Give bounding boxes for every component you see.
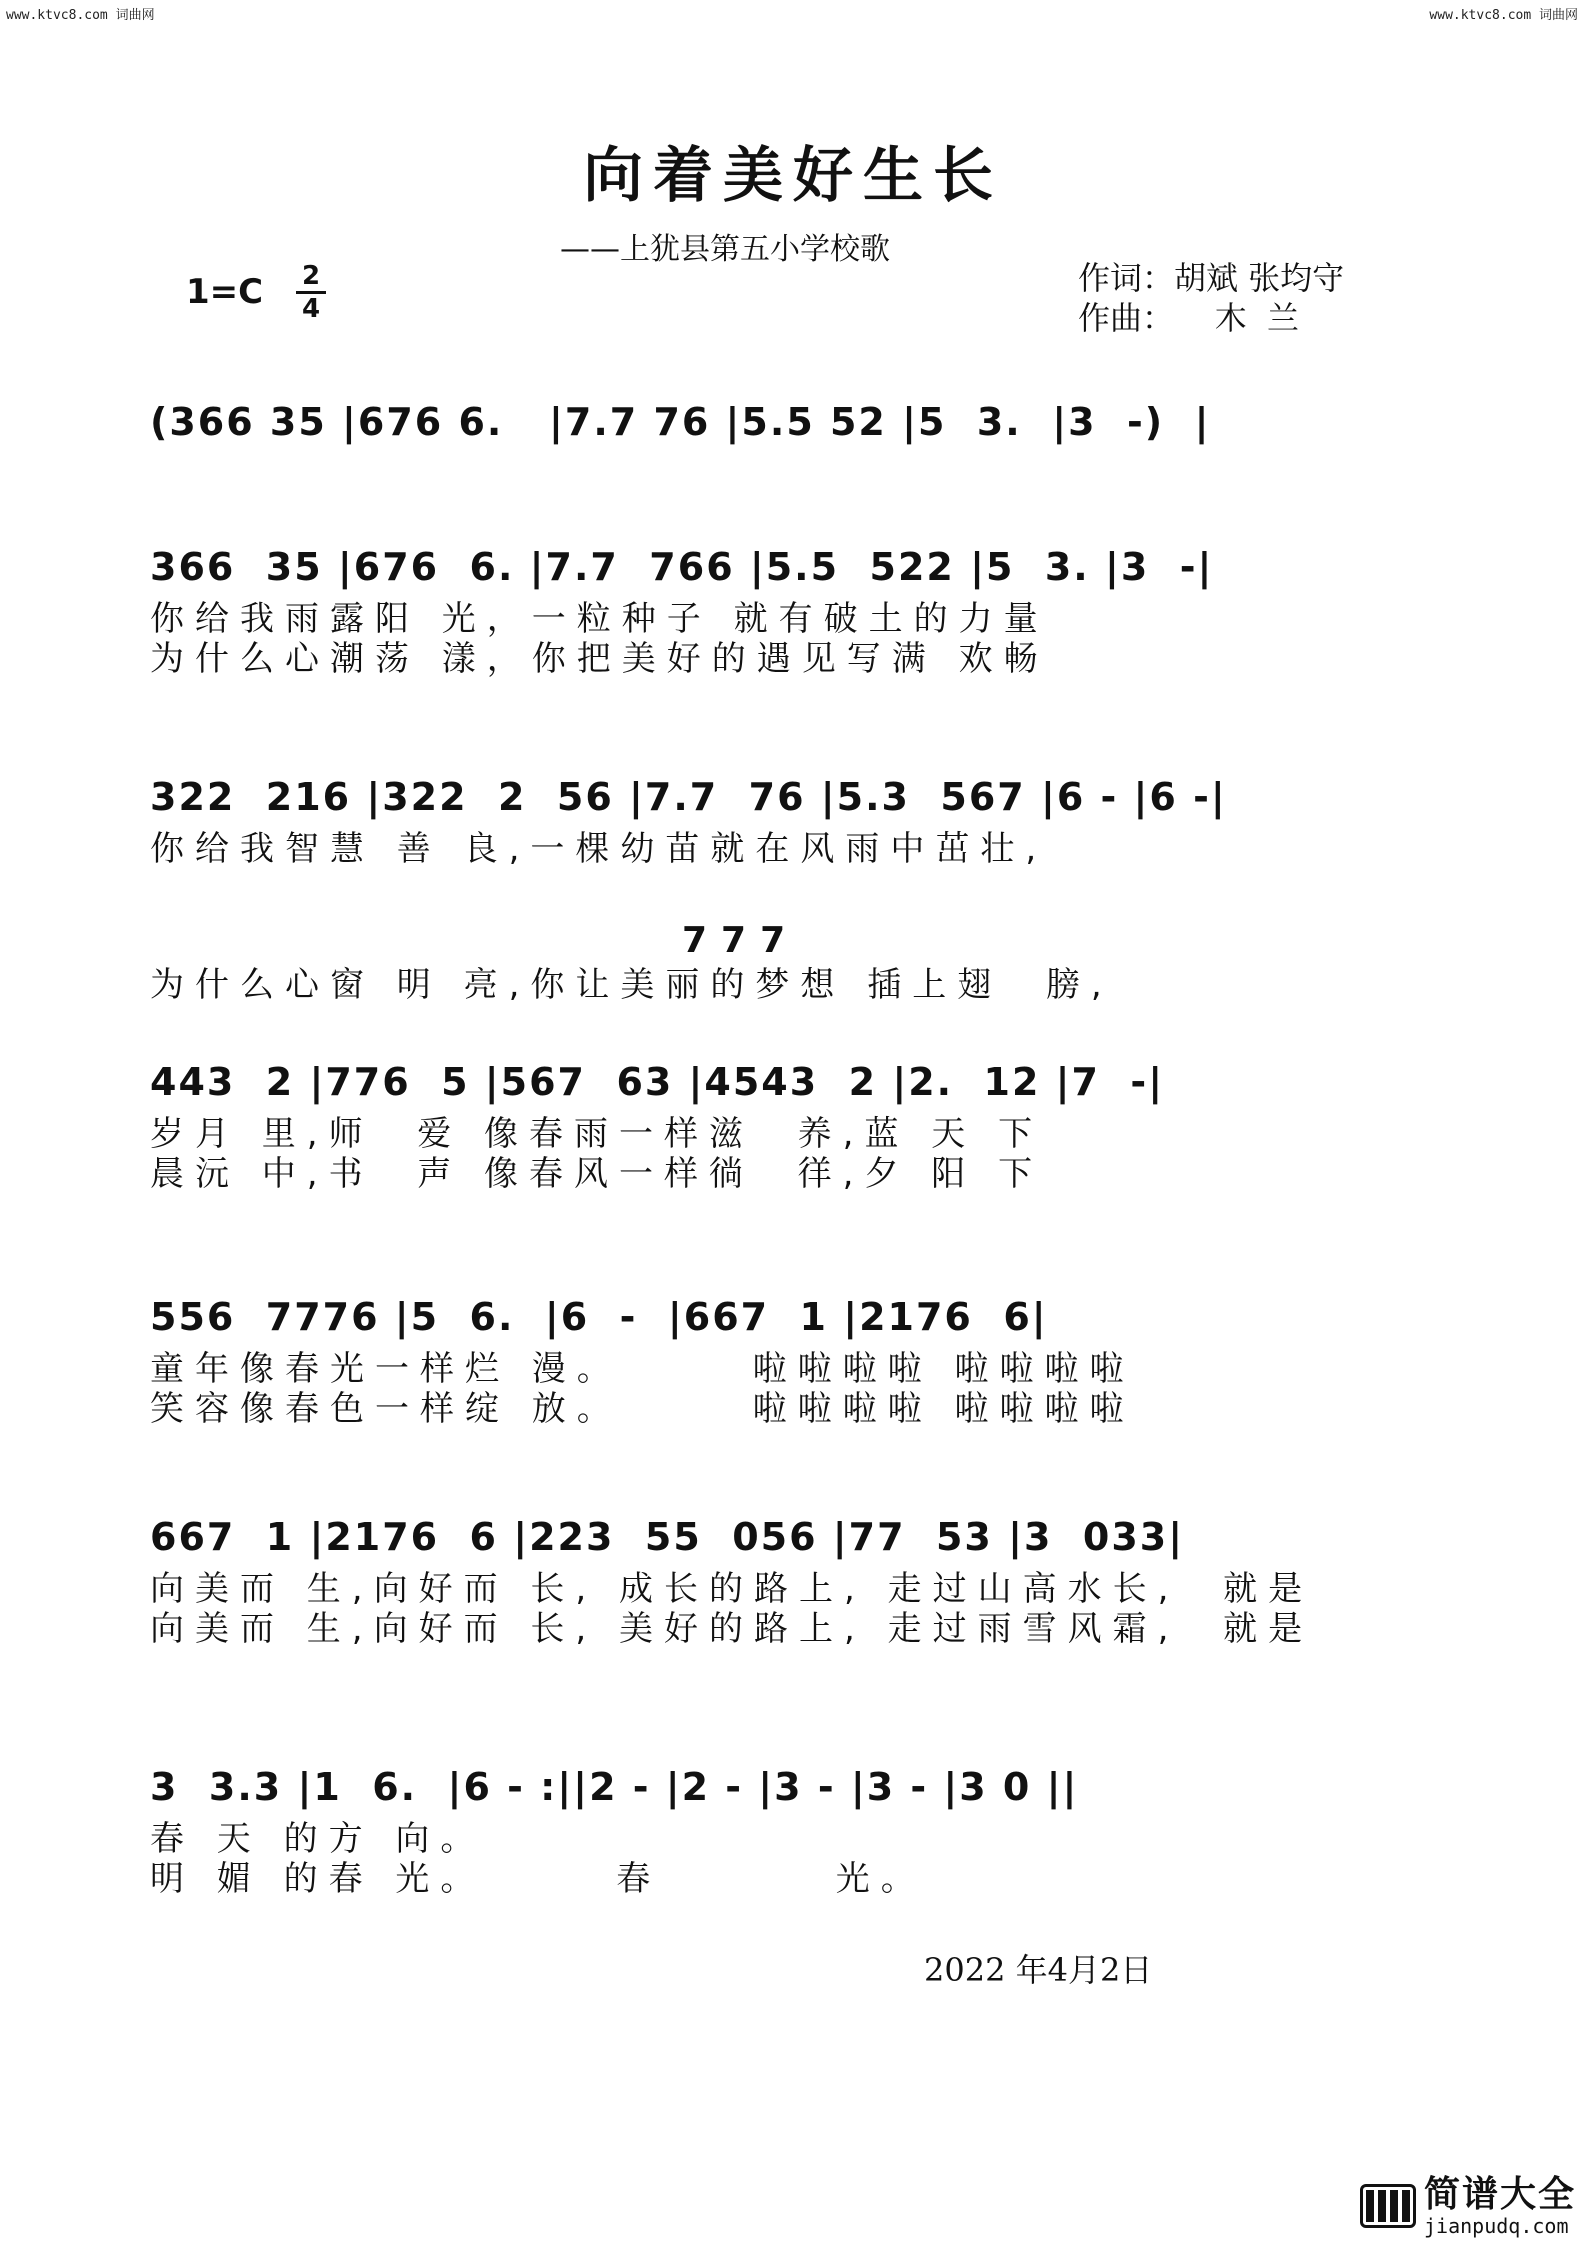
song-subtitle: ——上犹县第五小学校歌 (560, 232, 890, 267)
staff-7 (150, 1505, 1430, 1649)
logo-site: jianpudq.com (1424, 2214, 1569, 2238)
lyric-verse-1: 春 天 的方 向。 (150, 1819, 486, 1859)
time-signature (296, 262, 326, 323)
time-signature-bottom: 4 (301, 294, 321, 324)
lyric-verse-2: 为什么心潮荡 漾，你把美好的遇见写满 欢畅 (150, 639, 1049, 679)
date: 2022 年4月2日 (924, 1951, 1153, 1989)
lyric-verse-2: 晨沅 中,书 声 像春风一样徜 徉,夕 阳 下 (150, 1154, 1044, 1194)
staff-1 (150, 390, 1430, 454)
lyric-verse-2: 笑容像春色一样绽 放。 啦啦啦啦 啦啦啦啦 (150, 1389, 1135, 1429)
alt-notes: 777 (682, 920, 800, 961)
staff-notes: 322 216 |322 2 56 |7.7 76 |5.3 567 |6 - |6 -| (150, 775, 1227, 819)
staff-notes: 667 1 |2176 6 |223 55 056 |77 53 |3 033| (150, 1515, 1185, 1559)
logo-brand: 简谱大全 (1424, 2174, 1577, 2215)
staff-notes: 366 35 |676 6. |7.7 766 |5.5 522 |5 3. |3 -| (150, 545, 1214, 589)
staff-3 (150, 765, 1430, 869)
staff-2 (150, 535, 1430, 679)
staff-6 (150, 1285, 1430, 1429)
lyric-verse-2: 向美而 生,向好而 长, 美好的路上, 走过雨雪风霜, 就是 (150, 1609, 1314, 1649)
staff-notes: 443 2 |776 5 |567 63 |4543 2 |2. 12 |7 -| (150, 1060, 1165, 1104)
lyricist: 作词：胡斌 张均守 (1078, 259, 1345, 297)
key-signature: 1=C (186, 272, 264, 312)
staff-4 (150, 965, 1430, 1005)
composer: 作曲： 木 兰 (1078, 299, 1300, 337)
staff-5 (150, 1050, 1430, 1194)
lyric-verse-1: 向美而 生,向好而 长, 成长的路上, 走过山高水长, 就是 (150, 1569, 1314, 1609)
lyric-verse-2: 明 媚 的春 光。 春 光。 (150, 1859, 926, 1899)
lyric-verse-1: 岁月 里,师 爱 像春雨一样滋 养,蓝 天 下 (150, 1114, 1044, 1154)
watermark-left: www.ktvc8.com 词曲网 (6, 8, 155, 23)
credits (1078, 258, 1344, 338)
song-title: 向着美好生长 (583, 141, 1003, 211)
watermark-right: www.ktvc8.com 词曲网 (1429, 8, 1578, 23)
time-signature-top: 2 (301, 261, 321, 291)
lyric-verse-1: 你给我智慧 善 良,一棵幼苗就在风雨中茁壮, (150, 829, 1048, 869)
site-logo (1360, 2175, 1576, 2237)
piano-icon (1360, 2184, 1416, 2228)
staff-notes: 556 7776 |5 6. |6 - |667 1 |2176 6| (150, 1295, 1048, 1339)
lyric-verse-2: 为什么心窗 明 亮,你让美丽的梦想 插上翅 膀, (150, 965, 1113, 1005)
lyric-verse-1: 你给我雨露阳 光，一粒种子 就有破土的力量 (150, 599, 1049, 639)
lyric-verse-1: 童年像春光一样烂 漫。 啦啦啦啦 啦啦啦啦 (150, 1349, 1135, 1389)
staff-notes: (366 35 |676 6. |7.7 76 |5.5 52 |5 3. |3 -) | (150, 400, 1211, 444)
staff-8 (150, 1755, 1430, 1899)
staff-notes: 3 3.3 |1 6. |6 - :||2 - |2 - |3 - |3 - |3 0 || (150, 1765, 1079, 1809)
